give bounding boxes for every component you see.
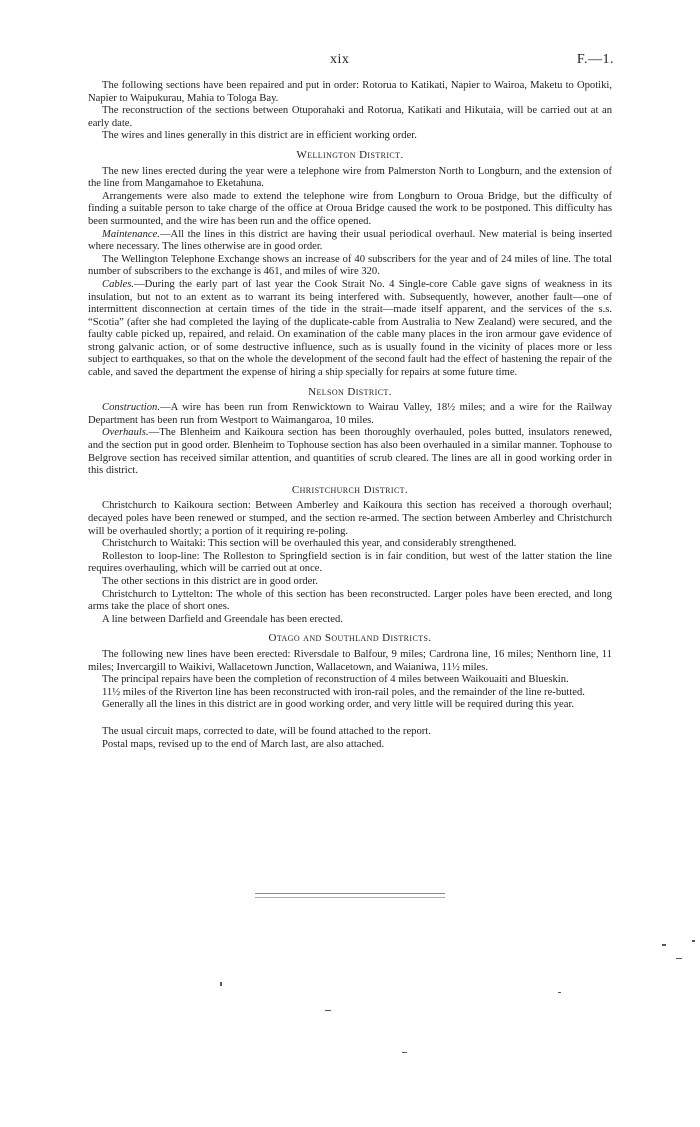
maintenance-lead: Maintenance. [102, 228, 160, 240]
christchurch-paragraph-2: Christchurch to Waitaki: This section will be overhauled this year, and considerably strengthened. [102, 538, 517, 550]
construction-lead: Construction. [102, 402, 160, 414]
paper-code: F.—1. [576, 52, 614, 67]
wellington-heading: Wellington District. [296, 148, 404, 161]
cables-text: —During the early part of last year the Cook Strait No. 4 Single-core Cable gave signs of weakness in its insulation, but not to an extent as to warrant its being interfered with. Subsequently, however, another fault—one of intermittent disconnection at certain times of the tide in the strait—made itself apparent, and the services of the s.s. “Scotia” (after she had completed the laying of the duplicate-cable from Australia to New Zealand) were secured, and the faulty cable picked up, repaired, and relaid. On examination of the cable many places in the iron armour gave evidence of strong galvanic action, or of some destructive influence, such as is usually found in the vicinity of places more or less subject to earthquakes, so that on the whole the development of the second fault had the effect of hastening the repair of the cable, and saved the department the expense of hiring a ship specially for repairs at some future time. [88, 278, 612, 379]
nelson-paragraph-2 [88, 427, 612, 477]
intro-paragraph-2: The reconstruction of the sections between Otuporahaki and Rotorua, Katikati and Hikutaia, will be carried out at an early date. [88, 105, 612, 129]
cables-lead: Cables. [102, 278, 135, 290]
christchurch-paragraph-3: Rolleston to loop-line: The Rolleston to Springfield section is in fair condition, but west of the latter station the line requires overhauling, which will be carried out at once. [88, 550, 612, 575]
scan-speck [220, 982, 222, 986]
otago-paragraph-2: The principal repairs have been the completion of reconstruction of 4 miles between Waikouaiti and Blueskin. [102, 674, 569, 686]
scan-speck [558, 992, 561, 993]
intro-paragraph-1: The following sections have been repaired and put in order: Rotorua to Katikati, Napier to Wairoa, Maketu to Opotiki, Napier to Waipukurau, Mahia to Tologa Bay. [88, 80, 612, 104]
scan-speck [662, 944, 666, 946]
christchurch-paragraph-5: Christchurch to Lyttelton: The whole of this section has been reconstructed. Larger poles have been erected, and long arms take the place of short ones. [88, 588, 612, 613]
nelson-paragraph-1 [88, 402, 612, 427]
scan-speck [325, 1010, 331, 1011]
overhauls-lead: Overhauls. [102, 427, 149, 439]
closing-paragraph-2: Postal maps, revised up to the end of March last, are also attached. [102, 738, 385, 750]
wellington-paragraph-5 [88, 279, 612, 380]
christchurch-paragraph-6: A line between Darfield and Greendale has been erected. [102, 613, 343, 625]
maintenance-text: —All the lines in this district are having their usual periodical overhaul. New material is being inserted where necessary. The lines otherwise are in good order. [88, 228, 612, 253]
wellington-paragraph-4: The Wellington Telephone Exchange shows an increase of 40 subscribers for the year and of 24 miles of line. The total number of subscribers to the exchange is 461, and miles of wire 320. [88, 253, 612, 278]
intro-paragraph-3: The wires and lines generally in this district are in efficient working order. [102, 130, 417, 142]
wellington-paragraph-1: The new lines erected during the year were a telephone wire from Palmerston North to Longburn, and the extension of the line from Mangamahoe to Eketahuna. [88, 165, 612, 190]
scan-speck [402, 1052, 407, 1053]
christchurch-heading: Christchurch District. [291, 483, 409, 496]
nelson-heading: Nelson District. [308, 385, 392, 398]
scan-speck [692, 940, 695, 942]
otago-heading: Otago and Southland Districts. [268, 632, 432, 645]
page-number: xix [330, 52, 350, 67]
christchurch-paragraph-1: Christchurch to Kaikoura section: Between Amberley and Kaikoura this section has received a thorough overhaul; decayed poles have been renewed or stumped, and the section re-armed. The section between Amberley and Christchurch will be overhauled shortly; a portion of it requiring re-poling. [88, 500, 612, 537]
wellington-paragraph-2: Arrangements were also made to extend the telephone wire from Longburn to Oroua Bridge, but the difficulty of finding a suitable person to take charge of the office at Oroua Bridge caused the work to be postponed. This difficulty has been surmounted, and the wire has been run and the office opened. [88, 190, 612, 227]
page-header [0, 52, 700, 72]
otago-paragraph-1: The following new lines have been erected: Riversdale to Balfour, 9 miles; Cardrona line, 16 miles; Nenthorn line, 11 miles; Invercargill to Waikivi, Wallacetown Junction, Wallacetown, and Waianiwa, 11½ miles. [88, 648, 612, 673]
christchurch-paragraph-4: The other sections in this district are in good order. [102, 575, 318, 587]
closing-paragraph-1: The usual circuit maps, corrected to date, will be found attached to the report. [102, 725, 431, 737]
overhauls-text: —The Blenheim and Kaikoura section has been thoroughly overhauled, poles butted, insulators renewed, and the section put in good order. Blenheim to Tophouse section has also been overhauled in a similar manner. Tophouse to Belgrove section has received similar attention, and quantities of scrub cleared. The lines are all in good working order in this district. [88, 427, 612, 477]
scan-speck [676, 958, 682, 959]
construction-text: —A wire has been run from Renwicktown to Wairau Valley, 18½ miles; and a wire for the Railway Department has been run from Westport to Waimangaroa, 10 miles. [88, 402, 612, 426]
wellington-paragraph-3 [88, 229, 612, 254]
end-rule [255, 893, 445, 898]
section-gap [88, 712, 612, 726]
otago-paragraph-3: 11½ miles of the Riverton line has been reconstructed with iron-rail poles, and the remainder of the line re-butted. [102, 686, 585, 698]
document-body [88, 80, 612, 751]
otago-paragraph-4: Generally all the lines in this district are in good working order, and very little will be required during this year. [102, 699, 575, 711]
